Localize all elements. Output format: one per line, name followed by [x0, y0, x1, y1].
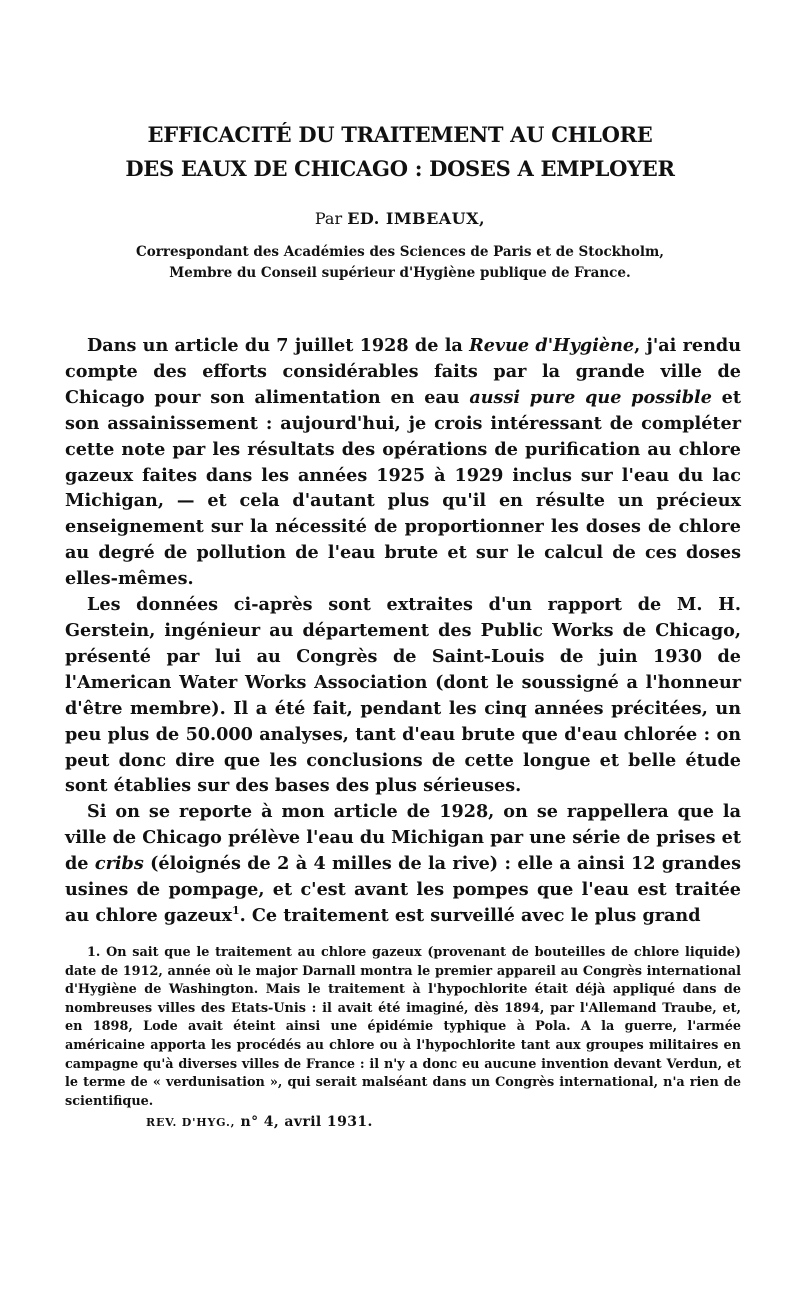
paragraph-2: Les données ci-après sont extraites d'un rapport de M. H. Gerstein, ingénieur au département des Public Works de Chicago, présenté par lui au Congrès de Saint-Louis de juin 1930 de l'American Water Works Association (dont le soussigné a l'honneur d'être membre). Il a été fait, pendant les cinq années précitées, un peu plus de 50.000 analyses, tant d'eau brute que d'eau chlorée : on peut donc dire que les conclusions de cette longue et belle étude sont établies sur des bases des plus sérieuses.	[65, 594, 741, 797]
paragraph-3-text-a: Si on se reporte à mon article de 1928, on se rappellera que la ville de Chicago prélève l'eau du Michigan par une série de prises et de	[65, 801, 741, 875]
journal-name: Revue d'Hygiène	[469, 335, 635, 356]
article-title-line-1: EFFICACITÉ DU TRAITEMENT AU CHLORE	[147, 122, 653, 147]
footnote-paragraph	[65, 944, 741, 1111]
journal-abbreviation: REV. D'HYG.,	[146, 1116, 236, 1129]
issue-reference: n° 4, avril 1931.	[235, 1114, 373, 1130]
paragraph-3-text-c: . Ce traitement est surveillé avec le plus grand	[239, 904, 701, 926]
author-affiliation-2: Membre du Conseil supérieur d'Hygiène publique de France.	[169, 265, 631, 281]
author-affiliation-1: Correspondant des Académies des Sciences de Paris et de Stockholm,	[136, 244, 664, 260]
emphasis-phrase: aussi pure que possible	[469, 386, 712, 408]
author-name: ED. IMBEAUX,	[347, 209, 486, 228]
term-cribs: cribs	[94, 853, 144, 875]
paragraph-1	[65, 333, 741, 592]
footnote-number: 1.	[87, 945, 101, 960]
footnote-marker: 1	[232, 904, 240, 918]
footnote	[65, 944, 741, 1111]
paragraph-3	[65, 799, 741, 929]
footnote-text: On sait que le traitement au chlore gazeux (provenant de bouteilles de chlore liquide) date de 1912, année où le major Darnall montra le premier appareil au Congrès international d'Hygiène de Washington. Mais le traitement à l'hypochlorite était déjà appliqué dans de nombreuses villes des Etats-Unis : il avait été imaginé, dès 1894, par l'Allemand Traube, et, en 1898, Lode avait éteint ainsi une épidémie typhique à Pola. A la guerre, l'armée américaine apporta les procédés au chlore ou à l'hypochlorite tant aux groupes militaires en campagne qu'à diverses villes de France : il n'y a donc eu aucune invention devant Verdun, et le terme de « verdunisation », qui serait malséant dans un Congrès international, n'a rien de scientifique.	[65, 945, 741, 1109]
paragraph-1-text-a: Dans un article du 7 juillet 1928 de la	[87, 335, 470, 356]
article-body	[65, 333, 741, 929]
paragraph-3-text-b: (éloignés de 2 à 4 milles de la rive) : elle a ainsi 12 grandes usines de pompage, et c'est avant les pompes que l'eau est traitée au chlore gazeux	[65, 853, 741, 926]
paragraph-1-text-c: et son assainissement : aujourd'hui, je crois intéressant de compléter cette note par les résultats des opérations de purification au chlore gazeux faites dans les années 1925 à 1929 inclus sur l'eau du lac Michigan, — et cela d'autant plus qu'il en résulte un précieux enseignement sur la nécessité de proportionner les doses de chlore au degré de pollution de l'eau brute et sur le calcul de ces doses elles-mêmes.	[65, 386, 741, 590]
author-line	[0, 208, 800, 230]
author-prefix: Par	[314, 209, 348, 228]
paragraph-1-text-b: , j'ai rendu compte des efforts considérables faits par la grande ville de Chicago pour son alimentation en eau	[65, 335, 742, 408]
article-title-line-2: DES EAUX DE CHICAGO : DOSES A EMPLOYER	[125, 156, 675, 181]
running-footer	[146, 1112, 373, 1133]
